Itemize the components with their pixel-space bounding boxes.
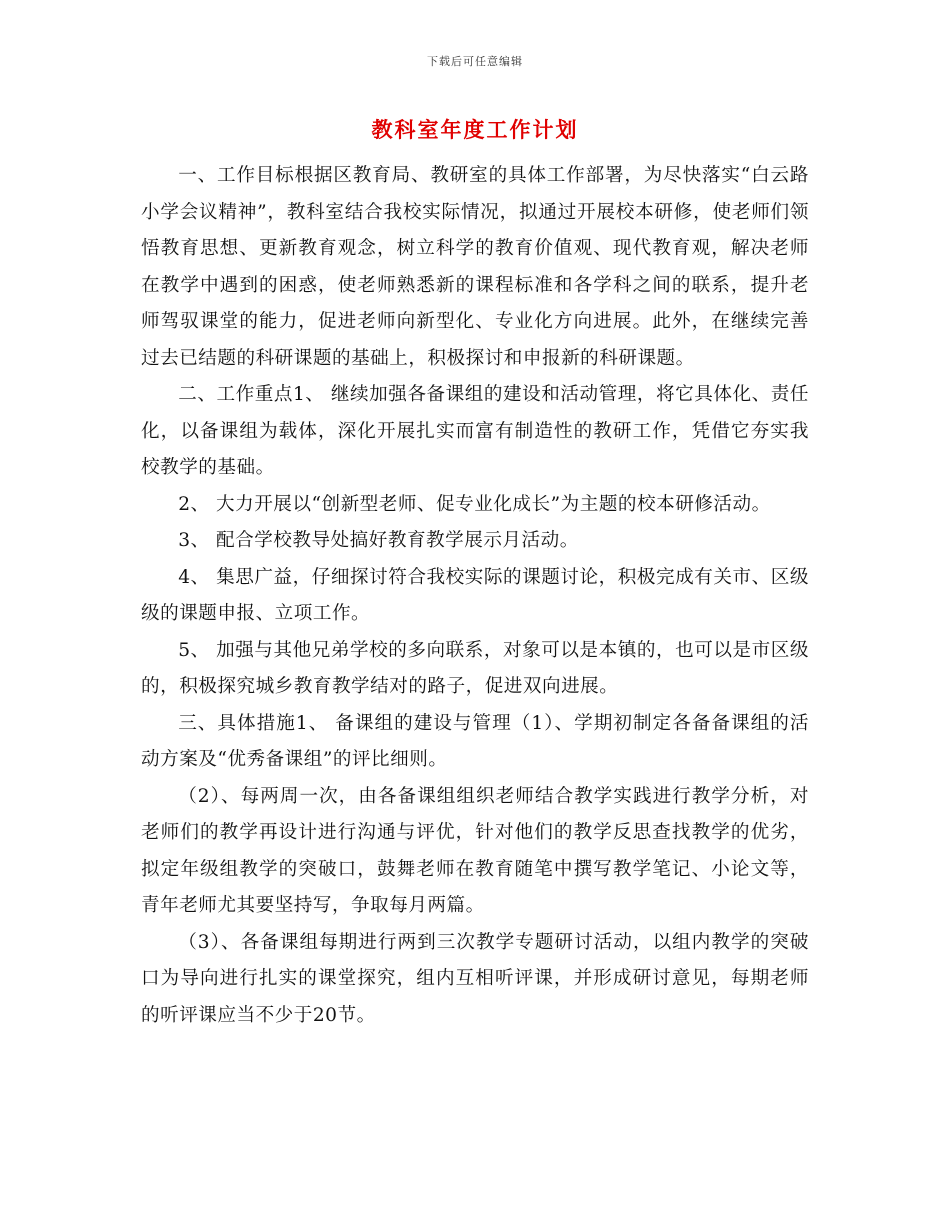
paragraph-measures-1: 三、具体措施1、 备课组的建设与管理（1）、学期初制定各备备课组的活动方案及“优秀备课组”的评比细则。 [141, 712, 809, 770]
paragraph-work-focus-4: 4、 集思广益，仔细探讨符合我校实际的课题讨论，积极完成有关市、区级级的课题申报、立项工作。 [141, 566, 809, 624]
header-note: 下载后可任意编辑 [427, 55, 523, 68]
paragraph-work-focus-5: 5、 加强与其他兄弟学校的多向联系，对象可以是本镇的，也可以是市区级的，积极探究城乡教育教学结对的路子，促进双向进展。 [141, 639, 809, 697]
document-body [141, 158, 809, 1034]
paragraph-measures-3: （3）、各备课组每期进行两到三次教学专题研讨活动，以组内教学的突破口为导向进行扎实的课堂探究，组内互相听评课，并形成研讨意见，每期老师的听评课应当不少于20节。 [141, 931, 809, 1026]
paragraph-work-goals: 一、工作目标根据区教育局、教研室的具体工作部署，为尽快落实“白云路小学会议精神”，教科室结合我校实际情况，拟通过开展校本研修，使老师们领悟教育思想、更新教育观念，树立科学的教育价值观、现代教育观，解决老师在教学中遇到的困惑，使老师熟悉新的课程标准和各学科之间的联系，提升老师驾驭课堂的能力，促进老师向新型化、专业化方向进展。此外，在继续完善过去已结题的科研课题的基础上，积极探讨和申报新的科研课题。 [141, 165, 809, 369]
paragraph-work-focus-2: 2、 大力开展以“创新型老师、促专业化成长”为主题的校本研修活动。 [178, 493, 771, 515]
document-title: 教科室年度工作计划 [371, 118, 579, 142]
paragraph-measures-2: （2）、每两周一次，由各备课组组织老师结合教学实践进行教学分析，对老师们的教学再设计进行沟通与评优，针对他们的教学反思查找教学的优劣，拟定年级组教学的突破口，鼓舞老师在教育随笔中撰写教学笔记、小论文等，青年老师尤其要坚持写，争取每月两篇。 [141, 785, 809, 916]
paragraph-work-focus-3: 3、 配合学校教导处搞好教育教学展示月活动。 [178, 530, 579, 551]
paragraph-work-focus-1: 二、工作重点1、 继续加强各备课组的建设和活动管理，将它具体化、责任化，以备课组为载体，深化开展扎实而富有制造性的教研工作，凭借它夯实我校教学的基础。 [141, 384, 809, 478]
